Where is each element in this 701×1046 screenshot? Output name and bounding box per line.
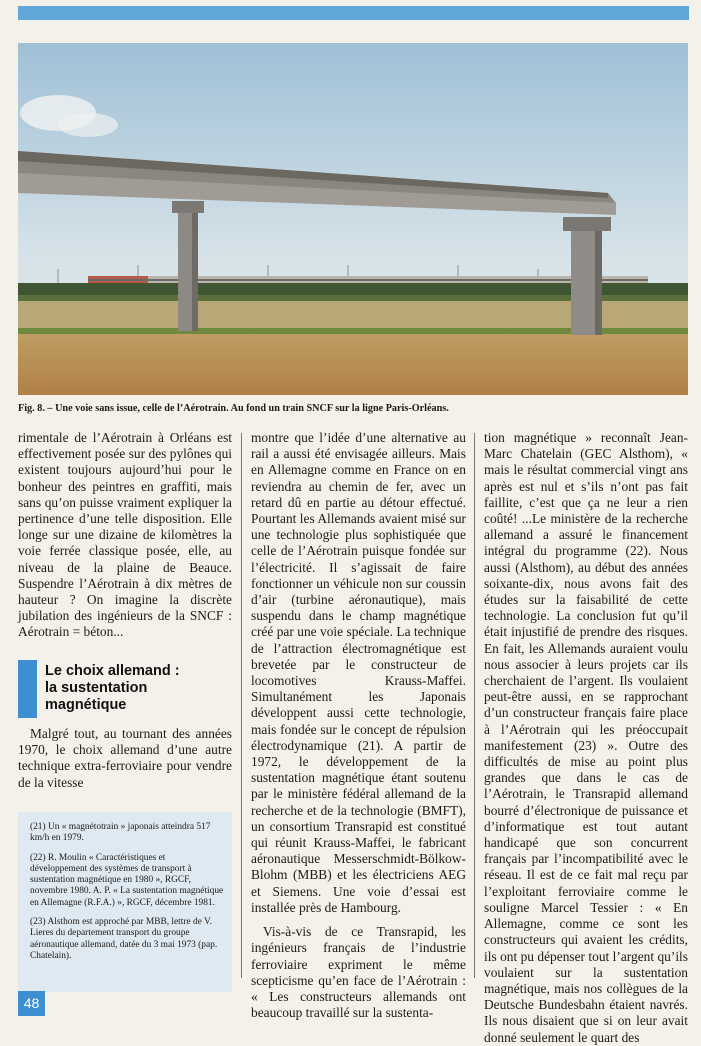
section-title-line-3: magnétique — [45, 697, 127, 713]
column-3-paragraph: tion magnétique » reconnaît Jean-Marc Chatelain (GEC Alsthom), « mais le résultat commercial vingt ans après est nul et s’ils n’ont pas fait faillite, c’est que ça ne leur a rien coûté! ...Le ministère de la recherche allemand a assuré le financement intégral du programme (22). Nous aussi (Alsthom), au début des années soixante-dix, nous avons fait des études sur la faisabilité de cette technologie. La conclusion fut qu’il était injustifié de prendre des risques. En fait, les Allemands auraient voulu nous associer à leurs projets car ils cherchaient de l’argent. Ils voulaient peut-être aussi, en se rapprochant d’un constructeur français faire place à l’Aérotrain qui les préoccupait manifestement (23) ». Outre des difficultés de mise au point plus grandes que dans le cas de l’Aérotrain, le Transrapid allemand bourré d’électronique de puissance et d’informatique est tout autant handicapé que son concurrent français par l’incompatibilité avec le réseau. Il est de ce fait mal reçu par l’exploitant ferroviaire comme le souligne Marcel Tessier : « En Allemagne, comme ce sont les constructeurs qui avaient les crédits, ils ont pu dépenser tout l’argent qu’ils voulaient sur la sustentation magnétique, mais nos collègues de la Deutsche Bundesbahn étaient navrés. Ils nous disaient que si on leur avait donné seulement le quart des — [484, 430, 688, 1045]
heading-accent-bar — [18, 660, 37, 718]
section-body-paragraph: Malgré tout, au tournant des années 1970, le choix allemand d’une autre technique extra-ferroviaire pour vendre de la vitesse — [18, 726, 232, 790]
section-title-line-2: la sustentation — [45, 680, 148, 696]
column-1-paragraph: rimentale de l’Aérotrain à Orléans est effectivement posée sur des pylônes qui existent toujours aujourd’hui pour le bonheur des peintres en graffiti, mais sans qu’on puisse vraiment expliquer la pertinence d’une telle disposition. Elle longe sur une dizaine de kilomètres la voie ferrée classique posée, elle, au niveau de la plaine de Beauce. Suspendre l’Aérotrain à dix mètres de hauteur ? On imagine la discrète jubilation des ingénieurs de la SNCF : Aérotrain = béton... — [18, 430, 232, 640]
footnote-21: (21) Un « magnétotrain » japonais atteindra 517 km/h en 1979. — [30, 822, 211, 844]
column-2-paragraph-2: Vis-à-vis de ce Transrapid, les ingénieurs français de l’industrie ferroviaire expriment le même scepticisme qu’en face de l’Aérotrain : « Les constructeurs allemands ont beaucoup travaillé sur la sustenta- — [251, 924, 466, 1021]
section-title — [45, 663, 235, 714]
column-1-text — [18, 430, 232, 641]
section-body — [18, 726, 232, 791]
footnotes-box — [18, 812, 232, 992]
figure-caption: Fig. 8. – Une voie sans issue, celle de l’Aérotrain. Au fond un train SNCF sur la ligne Paris-Orléans. — [18, 403, 449, 414]
column-2-text — [251, 430, 466, 1021]
column-divider-1 — [241, 433, 242, 978]
figure-photo-aerotrain-track — [18, 43, 688, 395]
header-color-band — [18, 6, 689, 20]
column-2-paragraph-1: montre que l’idée d’une alternative au rail a aussi été envisagée ailleurs. Mais en Allemagne comme en France on en reviendra au chemin de fer, avec un retard dû en partie au détour effectué. Pourtant les Allemands avaient misé sur une technologie plus sophistiquée que celle de l’Aérotrain puisque fondée sur l’électricité. Il s’agissait de faire fonctionner un véhicule non sur coussin d’air (turbine aéronautique), mais suspendu dans le champ magnétique créé par une voie spéciale. La technique de l’attraction électromagnétique est brevetée par le constructeur de locomotives Krauss-Maffei. Simultanément les Japonais développent aussi cette technologie, mais fondée sur le concept de répulsion électrodynamique (21). A partir de 1972, le développement de la sustentation magnétique étant soutenu par le ministère fédéral allemand de la recherche et de la technologie (BMFT), un consortium Transrapid est constitué qui réunit Krauss-Maffei, le fabricant aéronautique Messerschmidt-Bölkow-Blohm (MBB) et les électriciens AEG et Siemens. Une voie d’essai est installée près de Hambourg. — [251, 430, 466, 915]
footnote-22: (22) R. Moulin « Caractéristiques et développement des systèmes de transport à sustentation magnétique en 1980 », RGCF, novembre 1980. A. P. « La sustentation magnétique en Allemagne (R.F.A.) », RGCF, décembre 1981. — [30, 852, 224, 908]
column-divider-2 — [474, 433, 475, 978]
section-heading — [18, 660, 232, 718]
page-number: 48 — [18, 991, 45, 1016]
footnote-23: (23) Alsthom est approché par MBB, lettre de V. Lieres du departement transport du groupe aéronautique allemand, datée du 3 mai 1973 (pap. Chatelain). — [30, 917, 218, 961]
column-3-text — [484, 430, 688, 1046]
section-title-line-1: Le choix allemand : — [45, 663, 180, 679]
